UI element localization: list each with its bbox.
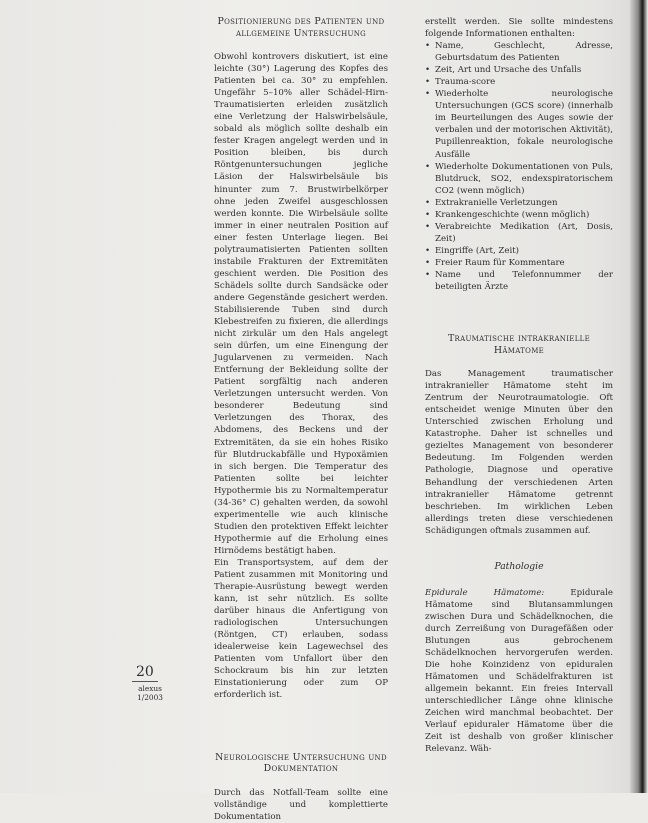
journal-name: alexus bbox=[138, 684, 162, 693]
left-column bbox=[214, 16, 388, 823]
list-item: • Zeit, Art und Ursache des Unfalls bbox=[425, 64, 613, 76]
section-heading-positionierung bbox=[214, 16, 388, 39]
body-paragraph: Obwohl kontrovers diskutiert, ist eine leichte (30°) Lagerung des Kopfes des Patienten bei ca. 30° zu empfehlen. Ungefähr 5–10% aller Schädel-Hirn-Traumatisierten erleiden zusätzlich eine Verletzung der Halswirbelsäule, sobald als möglich sollte deshalb ein fester Kragen angelegt werden und in Position bleiben, bis durch Röntgenuntersuchungen jegliche Läsion der Halswirbelsäule bis hinunter zum 7. Brustwirbelkörper ohne jeden Zweifel ausgeschlossen werden konnte. Die Wirbelsäule sollte immer in einer neutralen Position auf einer festen Unterlage liegen. Bei polytraumatisierten Patienten sollten instabile Frakturen der Extremitäten geschient werden. Die Position des Schädels sollte durch Sandsäcke oder andere Gegenstände gesichert werden. Stabilisierende Tuben sind durch Klebestreifen zu fixieren, die allerdings nicht zirkulär um den Hals angelegt sein dürfen, um eine Einengung der Jugularvenen zu vermeiden. Nach Entfernung der Bekleidung sollte der Patient sorgfältig nach anderen Verletzungen untersucht werden. Von besonderer Bedeutung sind Verletzungen des Thorax, des Abdomens, des Beckens und der Extremitäten, da sie ein hohes Risiko für Blutdruckabfälle und Hypoxämien in sich bergen. Die Temperatur des Patienten sollte bei leichter Hypothermie bis zu Normaltemperatur (34-36° C) gehalten werden, da sowohl experimentelle wie auch klinische Studien den protektiven Effekt leichter Hypothermie auf die Erholung eines Hirnödems bestätigt haben. bbox=[214, 52, 388, 556]
divider bbox=[132, 681, 158, 682]
list-item: • Wiederholte neurologische Untersuchungen (GCS score) (innerhalb im Beurteilungen des Auges sowie der verbalen und der motorischen Aktivität), Pupillenreaktion, fokale neurologische Ausfälle bbox=[425, 88, 613, 160]
documentation-list bbox=[425, 40, 613, 293]
section-heading-traumatische-haematome bbox=[425, 333, 613, 356]
heading-line: Positionierung des Patienten und bbox=[217, 16, 385, 27]
scan-edge-shadow bbox=[630, 0, 648, 793]
list-item: • Krankengeschichte (wenn möglich) bbox=[425, 209, 613, 221]
heading-line: Neurologische Untersuchung und bbox=[215, 751, 387, 763]
journal-issue: 1/2003 bbox=[137, 693, 164, 702]
heading-line: Hämatome bbox=[493, 344, 545, 356]
journal-info bbox=[137, 684, 163, 702]
heading-line: Traumatische intrakranielle bbox=[447, 333, 591, 345]
list-item: • Verabreichte Medikation (Art, Dosis, Zeit) bbox=[425, 221, 613, 245]
body-paragraph: Durch das Notfall-Team sollte eine vollständige und komplettierte Dokumentation bbox=[214, 787, 388, 822]
body-paragraph: Ein Transportsystem, auf dem der Patient zusammen mit Monitoring und Therapie-Ausrüstung bewegt werden kann, ist sehr nützlich. Es sollte darüber hinaus die Anfertigung von radiologischen Untersuchungen (Röntgen, CT) erlauben, sodass idealerweise kein Lagewechsel des Patienten vom Unfallort über den Schockraum bis hin zur letzten Einstationierung oder zum OP erforderlich ist. bbox=[214, 557, 388, 701]
list-item: • Eingriffe (Art, Zeit) bbox=[425, 245, 613, 257]
heading-line: Dokumentation bbox=[263, 763, 339, 775]
page-number: 20 bbox=[136, 664, 154, 680]
paragraph-text: Epidurale Hämatome sind Blutansammlungen zwischen Dura und Schädelknochen, die durch Zerreißung von Duragefäßen oder Blutungen aus gebrochenem Schädelknochen hervorgerufen werden. Die hohe Koinzidenz von epiduralen Hämatomen und Schädelfrakturen ist allgemein bekannt. Ein freies Intervall unterschiedlicher Länge ohne klinische Zeichen wird manchmal beobachtet. Der Verlauf epiduraler Hämatome über die Zeit ist deshalb von großer klinischer Relevanz. Wäh- bbox=[425, 587, 613, 755]
body-paragraph: erstellt werden. Sie sollte mindestens folgende Informationen enthalten: bbox=[425, 17, 613, 40]
paragraph-lead: Epidurale Hämatome: bbox=[425, 587, 545, 598]
right-column bbox=[425, 16, 613, 755]
list-item: • Name, Geschlecht, Adresse, Geburtsdatum des Patienten bbox=[425, 40, 613, 64]
section-heading-neurologische-untersuchung bbox=[214, 752, 388, 775]
sub-heading-pathologie: Pathologie bbox=[494, 560, 544, 572]
list-item: • Freier Raum für Kommentare bbox=[425, 257, 613, 269]
list-item: • Trauma-score bbox=[425, 76, 613, 88]
heading-line: allgemeine Untersuchung bbox=[235, 27, 367, 39]
list-item: • Wiederholte Dokumentationen von Puls, Blutdruck, SO2, endexspiratorischem CO2 (wenn möglich) bbox=[425, 161, 613, 197]
body-paragraph bbox=[425, 587, 613, 756]
list-item: • Extrakranielle Verletzungen bbox=[425, 197, 613, 209]
list-item: • Name und Telefonnummer der beteiligten Ärzte bbox=[425, 269, 613, 293]
body-paragraph: Das Management traumatischer intrakranieller Hämatome steht im Zentrum der Neurotraumatologie. Oft entscheidet wenige Minuten über den Unterschied zwischen Erholung und Katastrophe. Daher ist schnelles und gezieltes Management von besonderer Bedeutung. Im Folgenden werden Pathologie, Diagnose und operative Behandlung der verschiedenen Arten intrakranieller Hämatome getrennt beschrieben. Im wirklichen Leben allerdings treten diese verschiedenen Schädigungen oftmals zusammen auf. bbox=[425, 369, 613, 536]
